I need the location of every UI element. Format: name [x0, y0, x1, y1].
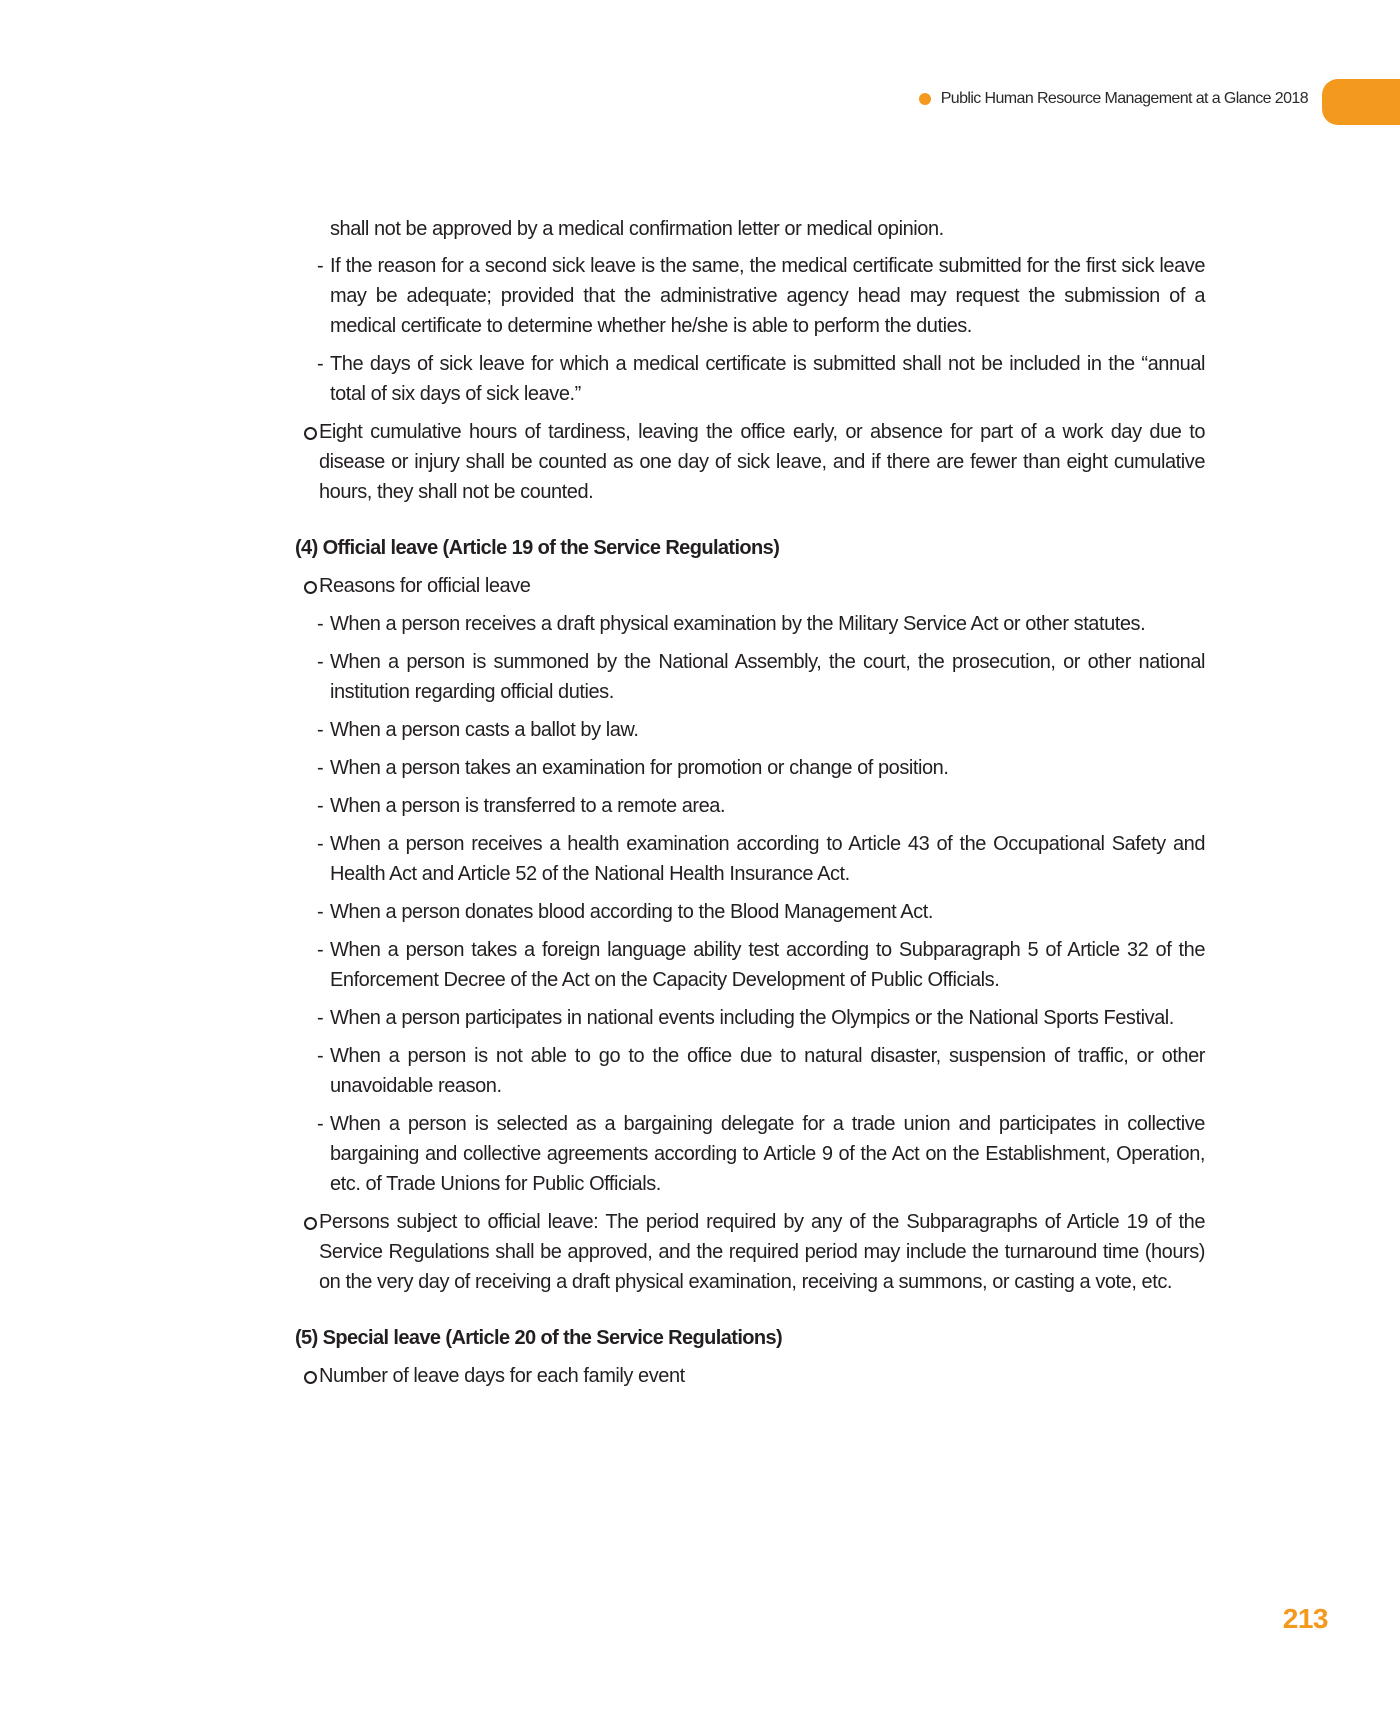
- family-event-label-text: Number of leave days for each family event: [319, 1365, 685, 1387]
- running-header: [919, 90, 1308, 108]
- section-heading-official-leave: (4) Official leave (Article 19 of the Service Regulations): [295, 537, 780, 559]
- reason-item-text: When a person is not able to go to the office due to natural disaster, suspension of traffic, or other unavoidable reason.: [330, 1045, 1205, 1097]
- sick-leave-item-text: If the reason for a second sick leave is the same, the medical certificate submitted for the first sick leave may be adequate; provided that the administrative agency head may request the submission of a medical certificate to determine whether he/she is able to perform the duties.: [330, 255, 1205, 337]
- family-event-label: [295, 1361, 1205, 1391]
- reason-item: [295, 935, 1205, 995]
- dash-marker: -: [317, 833, 324, 855]
- reason-item-text: When a person casts a ballot by law.: [330, 719, 639, 741]
- reason-item-text: When a person participates in national events including the Olympics or the National Sports Festival.: [330, 1007, 1174, 1029]
- reason-item: [295, 1109, 1205, 1199]
- reasons-label-text: Reasons for official leave: [319, 575, 531, 597]
- page-body: [295, 214, 1205, 1399]
- header-tab-decoration: [1322, 79, 1400, 125]
- reason-item-text: When a person takes a foreign language ability test according to Subparagraph 5 of Article 32 of the Enforcement Decree of the Act on the Capacity Development of Public Officials.: [330, 939, 1205, 991]
- reason-item-text: When a person is transferred to a remote area.: [330, 795, 726, 817]
- circle-bullet-icon: [304, 581, 317, 594]
- dash-marker: -: [317, 1007, 324, 1029]
- circle-bullet-icon: [304, 427, 317, 440]
- circle-bullet-icon: [304, 1371, 317, 1384]
- continuation-text: shall not be approved by a medical confirmation letter or medical opinion.: [330, 218, 944, 240]
- reason-item-text: When a person is selected as a bargaining delegate for a trade union and participates in collective bargaining and collective agreements according to Article 9 of the Act on the Establishment, Operation, etc. of Trade Unions for Public Officials.: [330, 1113, 1205, 1195]
- dash-marker: -: [317, 1113, 324, 1135]
- reason-item: [295, 1003, 1205, 1033]
- reason-item-text: When a person is summoned by the National Assembly, the court, the prosecution, or other national institution regarding official duties.: [330, 651, 1205, 703]
- reason-item: [295, 791, 1205, 821]
- dash-marker: -: [317, 757, 324, 779]
- reason-item-text: When a person takes an examination for promotion or change of position.: [330, 757, 949, 779]
- reason-item: [295, 715, 1205, 745]
- bullet-dot-icon: [919, 93, 931, 105]
- reason-item-text: When a person receives a health examination according to Article 43 of the Occupational Safety and Health Act and Article 52 of the National Health Insurance Act.: [330, 833, 1205, 885]
- dash-marker: -: [317, 1045, 324, 1067]
- dash-marker: -: [317, 613, 324, 635]
- persons-subject-note: [295, 1207, 1205, 1297]
- reason-item-text: When a person receives a draft physical examination by the Military Service Act or other statutes.: [330, 613, 1146, 635]
- reason-item: [295, 609, 1205, 639]
- reason-item: [295, 753, 1205, 783]
- dash-marker: -: [317, 901, 324, 923]
- reason-item: [295, 647, 1205, 707]
- dash-marker: -: [317, 651, 324, 673]
- sick-leave-item-text: The days of sick leave for which a medical certificate is submitted shall not be included in the “annual total of six days of sick leave.”: [330, 353, 1205, 405]
- reason-item-text: When a person donates blood according to the Blood Management Act.: [330, 901, 933, 923]
- sick-leave-item: [295, 349, 1205, 409]
- dash-marker: -: [317, 795, 324, 817]
- reason-item: [295, 1041, 1205, 1101]
- reason-item: [295, 897, 1205, 927]
- circle-bullet-icon: [304, 1217, 317, 1230]
- dash-marker: -: [317, 353, 324, 375]
- dash-marker: -: [317, 719, 324, 741]
- reason-item: [295, 829, 1205, 889]
- dash-marker: -: [317, 939, 324, 961]
- page-number: 213: [1282, 1603, 1328, 1634]
- header-title: Public Human Resource Management at a Glance 2018: [940, 90, 1308, 107]
- sick-leave-item: [295, 251, 1205, 341]
- persons-subject-text: Persons subject to official leave: The period required by any of the Subparagraphs of Article 19 of the Service Regulations shall be approved, and the required period may include the turnaround time (hours) on the very day of receiving a draft physical examination, receiving a summons, or casting a vote, etc.: [319, 1211, 1205, 1293]
- dash-marker: -: [317, 255, 324, 277]
- tardiness-note: [295, 417, 1205, 507]
- tardiness-note-text: Eight cumulative hours of tardiness, leaving the office early, or absence for part of a work day due to disease or injury shall be counted as one day of sick leave, and if there are fewer than eight cumulative hours, they shall not be counted.: [319, 421, 1205, 503]
- reasons-label: [295, 571, 1205, 601]
- section-heading-special-leave: (5) Special leave (Article 20 of the Service Regulations): [295, 1327, 783, 1349]
